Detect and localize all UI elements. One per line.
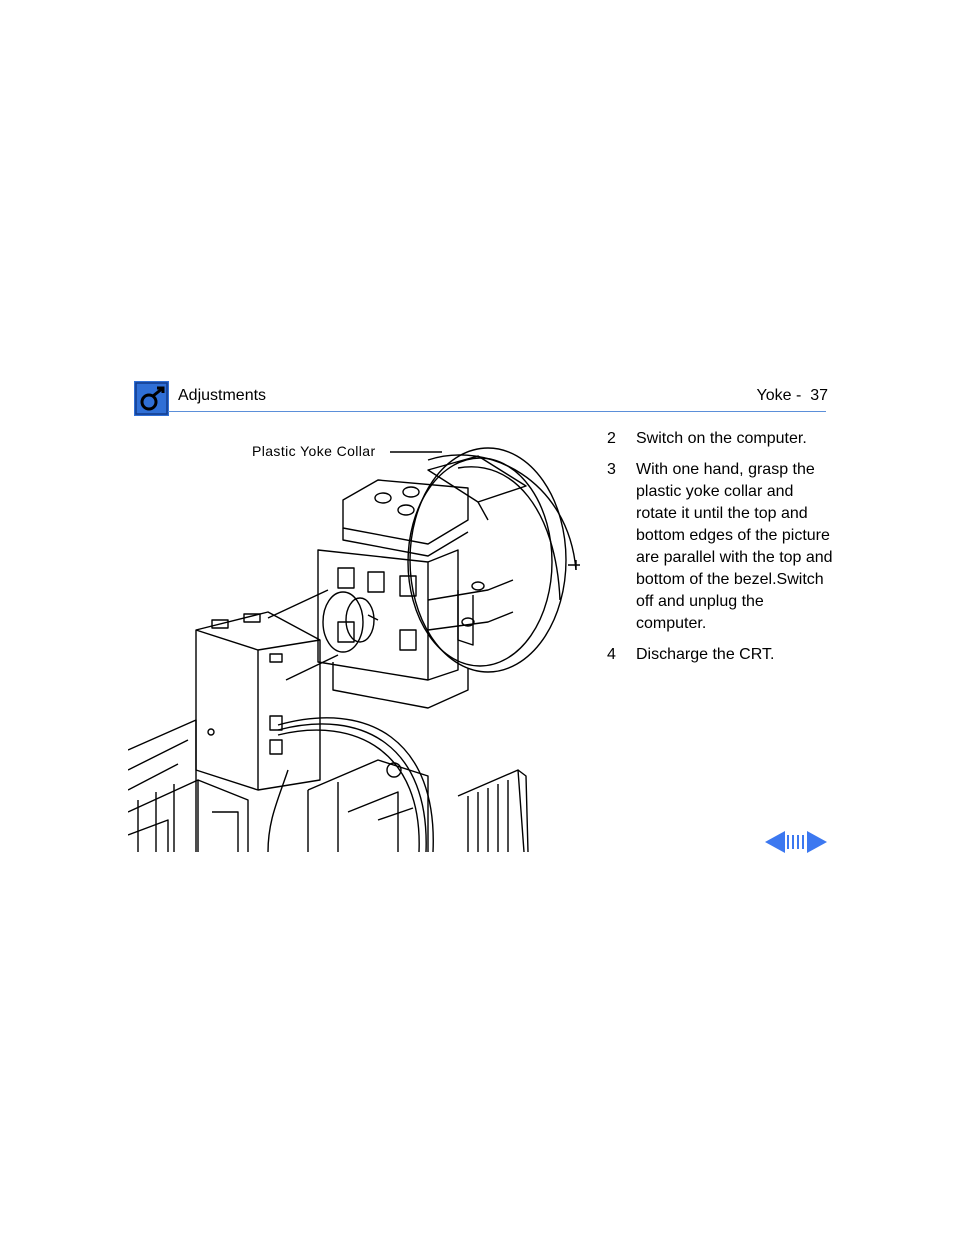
step-text: Switch on the computer. [636, 430, 807, 447]
page-navigation [765, 830, 827, 854]
procedure-steps [607, 428, 837, 675]
page-header [134, 380, 826, 414]
section-title: Adjustments [178, 387, 267, 404]
step-item [607, 644, 837, 666]
callout-label: Plastic Yoke Collar [252, 443, 376, 459]
step-text: Discharge the CRT. [636, 646, 775, 663]
left-arrow-icon[interactable] [765, 830, 785, 854]
crt-yoke-illustration [128, 440, 582, 852]
page-bars-icon[interactable] [786, 833, 806, 851]
right-arrow-icon[interactable] [807, 830, 827, 854]
step-number: 3 [607, 461, 616, 478]
callout-leader-line [390, 447, 442, 457]
step-text: With one hand, grasp the plastic yoke collar and rotate it until the top and bottom edges of the picture are parallel with the top and bottom of the bezel.Switch off and unplug the computer. [636, 461, 833, 632]
step-item [607, 428, 837, 450]
apple-service-logo-icon [134, 381, 169, 416]
step-number: 4 [607, 646, 616, 663]
step-item [607, 459, 837, 635]
header-rule [168, 411, 826, 412]
page-label: Yoke - 37 [756, 387, 828, 404]
step-number: 2 [607, 430, 616, 447]
